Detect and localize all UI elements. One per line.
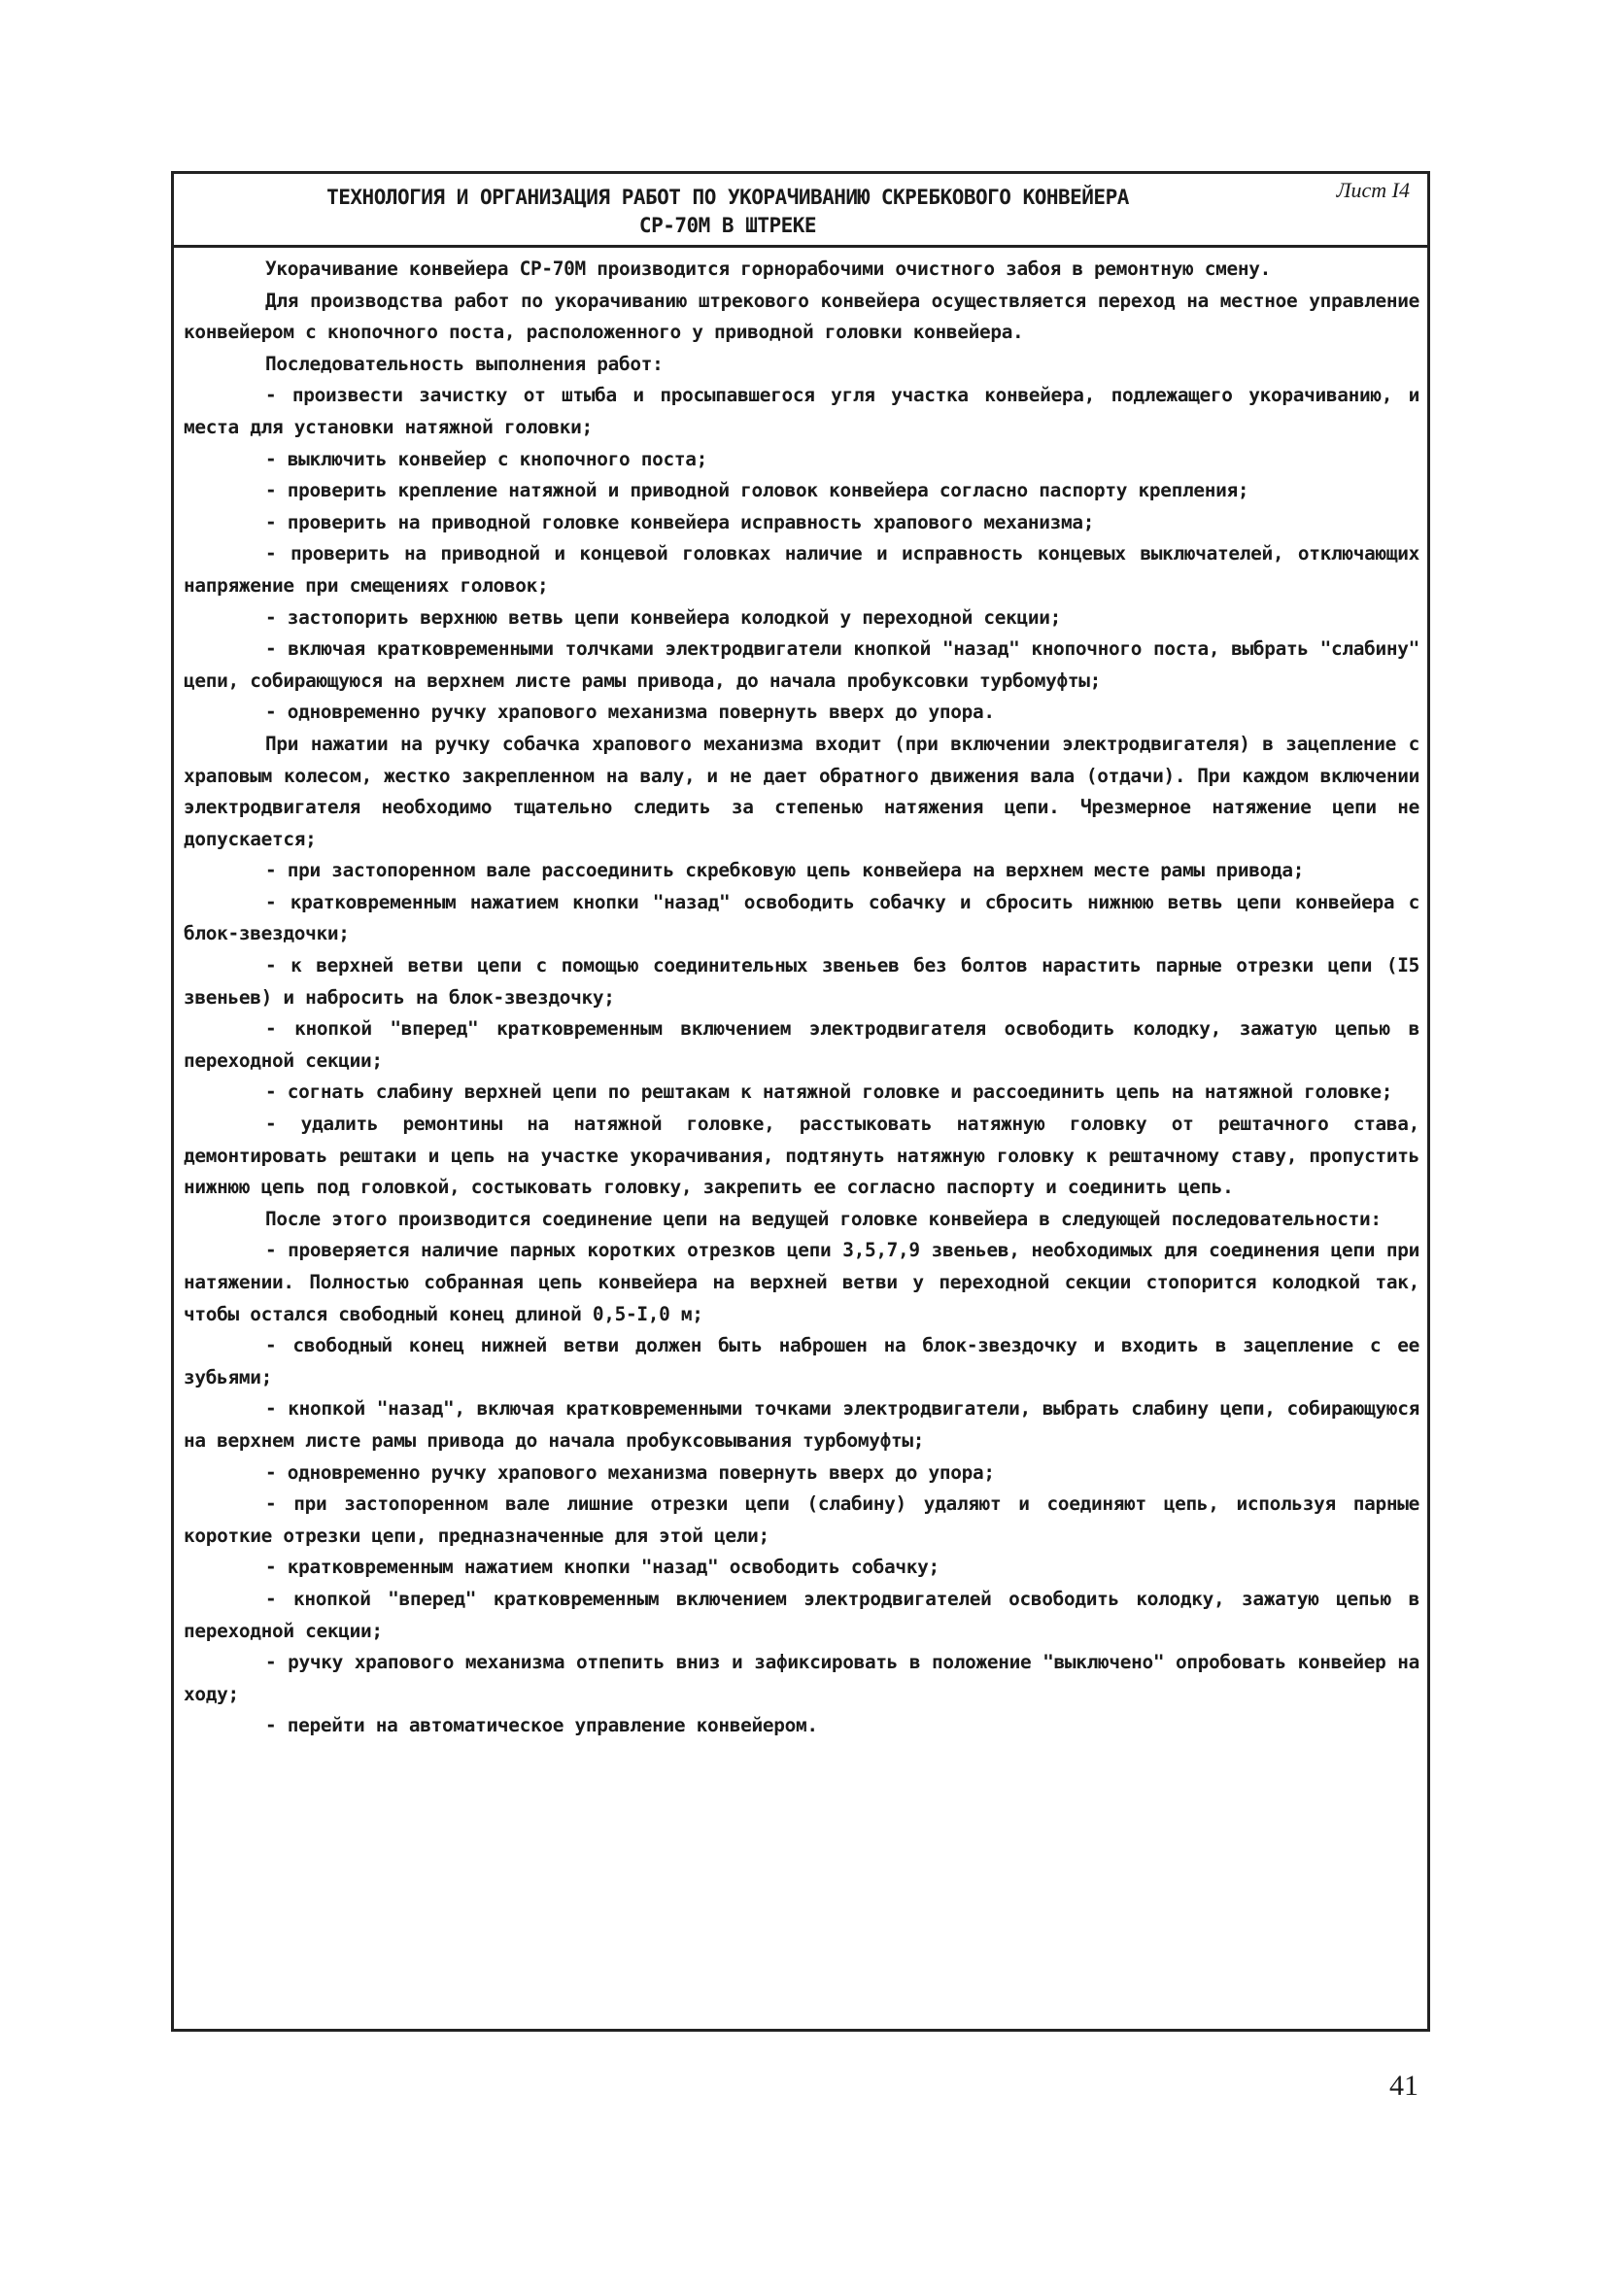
list-item: - включая кратковременными толчками электродвигатели кнопкой "назад" кнопочного поста, выбрать "слабину" цепи, собирающуюся на верхнем листе рамы привода, до начала пробуксовки турбомуфты; — [184, 637, 1419, 692]
sheet-label: Лист I4 — [1336, 178, 1410, 202]
page-number: 41 — [1389, 2070, 1418, 2102]
list-item: - согнать слабину верхней цепи по рештакам к натяжной головке и рассоединить цепь на натяжной головке; — [265, 1080, 1393, 1104]
paragraph-intro: Укорачивание конвейера СР-70М производится горнорабочими очистного забоя в ремонтную смену. — [265, 257, 1272, 280]
document-body — [174, 248, 1427, 1742]
list-item: - произвести зачистку от штыба и просыпавшегося угля участка конвейера, подлежащего укорачиванию, и места для установки натяжной головки; — [184, 384, 1419, 438]
list-item: - удалить ремонтины на натяжной головке, расстыковать натяжную головку от рештачного става, демонтировать рештаки и цепь на участке укорачивания, подтянуть натяжную головку к рештачному ставу, пропустить нижнюю цепь под головкой, состыковать головку, закрепить ее согласно паспорту и соединить цепь. — [184, 1113, 1419, 1199]
list-item: - при застопоренном вале рассоединить скребковую цепь конвейера на верхнем месте рамы привода; — [265, 859, 1305, 882]
list-item: - кнопкой "вперед" кратковременным включением электродвигателя освободить колодку, зажатую цепью в переходной секции; — [184, 1017, 1419, 1072]
title-line-1: ТЕХНОЛОГИЯ И ОРГАНИЗАЦИЯ РАБОТ ПО УКОРАЧИВАНИЮ СКРЕБКОВОГО КОНВЕЙЕРА — [326, 186, 1129, 209]
title-line-2: СР-70М В ШТРЕКЕ — [638, 214, 817, 237]
document-frame — [171, 171, 1430, 2032]
list-item: - застопорить верхнюю ветвь цепи конвейера колодкой у переходной секции; — [265, 605, 1061, 629]
paragraph-connection: После этого производится соединение цепи на ведущей головке конвейера в следующей последовательности: — [265, 1207, 1382, 1230]
paragraph-control-mode: Для производства работ по укорачиванию штрекового конвейера осуществляется переход на местное управление конвейером с кнопочного поста, расположенного у приводной головки конвейера. — [184, 289, 1419, 344]
list-item: - проверить крепление натяжной и приводной головок конвейера согласно паспорту крепления; — [265, 479, 1249, 502]
list-item: - ручку храпового механизма отпепить вниз и зафиксировать в положение "выключено" опробовать конвейер на ходу; — [184, 1651, 1419, 1705]
list-item: - кнопкой "назад", включая кратковременными точками электродвигатели, выбрать слабину цепи, собирающуюся на верхнем листе рамы привода до начала пробуксовывания турбомуфты; — [184, 1397, 1419, 1452]
list-item: - при застопоренном вале лишние отрезки цепи (слабину) удаляют и соединяют цепь, используя парные короткие отрезки цепи, предназначенные для этой цели; — [184, 1492, 1419, 1547]
list-item: - одновременно ручку храпового механизма повернуть вверх до упора; — [265, 1460, 995, 1484]
paragraph-sequence-heading: Последовательность выполнения работ: — [265, 352, 664, 375]
paragraph-ratchet: При нажатии на ручку собачка храпового механизма входит (при включении электродвигателя) в зацепление с храповым колесом, жестко закрепленном на валу, и не дает обратного движения вала (отдачи). При каждом включении электродвигателя необходимо тщательно следить за степенью натяжения цепи. Чрезмерное натяжение цепи не допускается; — [184, 732, 1419, 850]
list-item: - проверить на приводной и концевой головках наличие и исправность концевых выключателей, отключающих напряжение при смещениях головок; — [184, 542, 1419, 597]
header — [174, 174, 1427, 248]
list-item: - кратковременным нажатием кнопки "назад" освободить собачку и сбросить нижнюю ветвь цепи конвейера с блок-звездочки; — [184, 890, 1419, 945]
list-item: - кратковременным нажатием кнопки "назад" освободить собачку; — [265, 1556, 940, 1579]
list-item: - проверить на приводной головке конвейера исправность храпового механизма; — [265, 510, 1095, 533]
list-item: - проверяется наличие парных коротких отрезков цепи 3,5,7,9 звеньев, необходимых для соединения цепи при натяжении. Полностью собранная цепь конвейера на верхней ветви у переходной секции стопорится колодкой так, чтобы остался свободный конец длиной 0,5-I,0 м; — [184, 1239, 1419, 1325]
list-item: - свободный конец нижней ветви должен быть наброшен на блок-звездочку и входить в зацепление с ее зубьями; — [184, 1334, 1419, 1388]
list-item: - выключить конвейер с кнопочного поста; — [265, 447, 707, 470]
document-title — [174, 184, 1281, 240]
list-item: - перейти на автоматическое управление конвейером. — [265, 1714, 818, 1737]
list-item: - кнопкой "вперед" кратковременным включением электродвигателей освободить колодку, зажатую цепью в переходной секции; — [184, 1587, 1419, 1642]
list-item: - к верхней ветви цепи с помощью соединительных звеньев без болтов нарастить парные отрезки цепи (I5 звеньев) и набросить на блок-звездочку; — [184, 954, 1419, 1009]
list-item: - одновременно ручку храпового механизма повернуть вверх до упора. — [265, 701, 995, 724]
